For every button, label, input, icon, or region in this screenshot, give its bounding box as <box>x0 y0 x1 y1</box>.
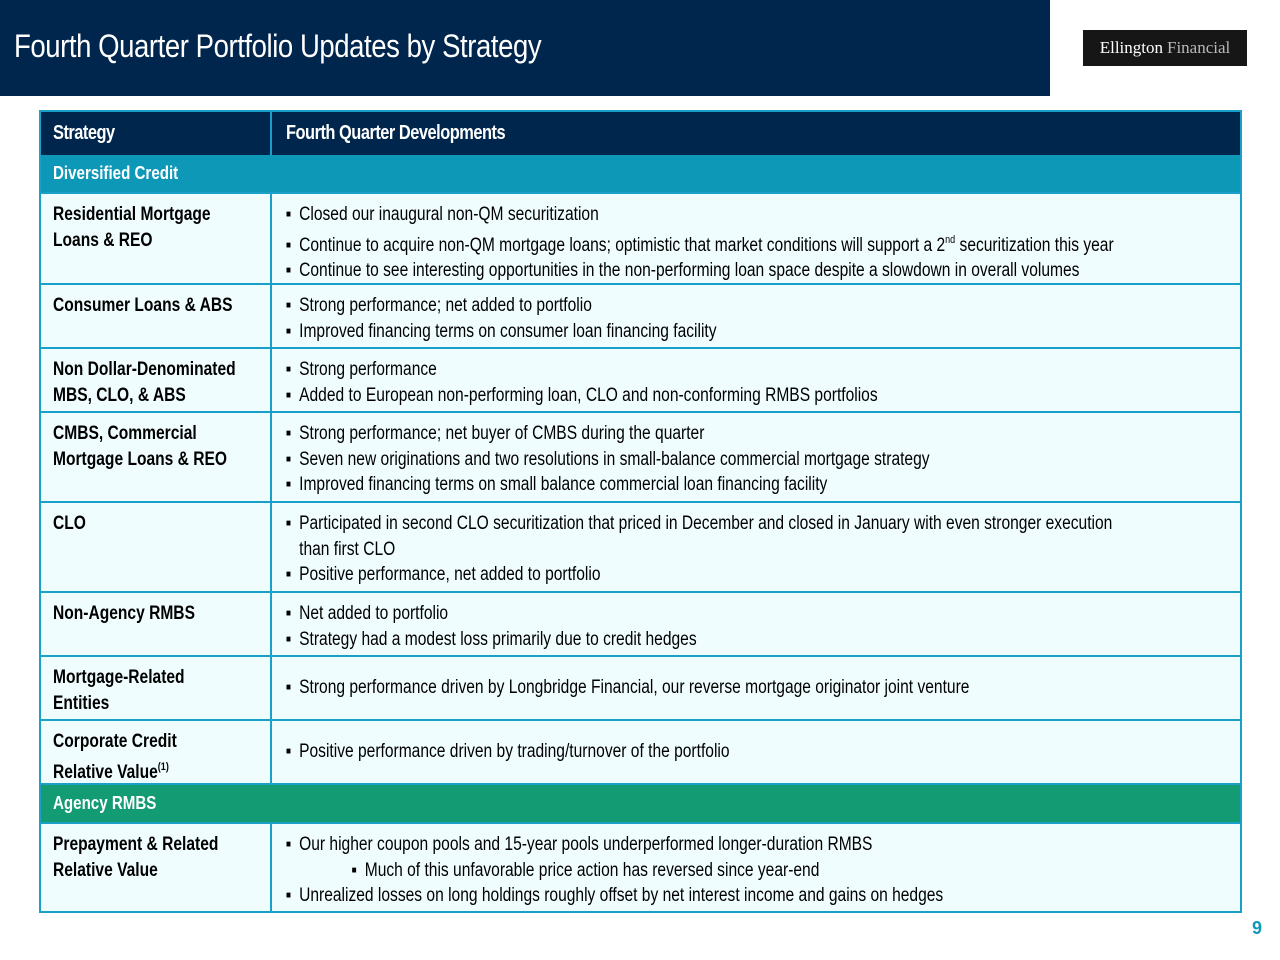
column-header-strategy: Strategy <box>53 122 115 144</box>
footnote-marker: (1) <box>157 760 169 773</box>
developments-list <box>272 721 1240 783</box>
bullet-item: ■ Added to European non-performing loan, CLO and non-conforming RMBS portfolios <box>286 384 878 406</box>
developments-list <box>272 657 1240 719</box>
bullet-continuation: than first CLO <box>299 538 396 560</box>
table-row <box>41 719 1240 783</box>
developments-list <box>272 349 1240 411</box>
section-header-agency-rmbs <box>41 783 1240 822</box>
bullet-item: ■ Strong performance <box>286 359 437 380</box>
strategy-name: Entities <box>53 692 110 714</box>
bullet-item: ■ Strong performance; net buyer of CMBS during the quarter <box>286 423 705 444</box>
section-label: Diversified Credit <box>53 163 179 183</box>
strategy-name: Loans & REO <box>53 229 153 251</box>
strategy-name: Corporate Credit <box>53 731 177 752</box>
bullet-item: ■ Continue to acquire non-QM mortgage loans; optimistic that market conditions will support a 2nd securitization this year <box>286 233 1114 256</box>
developments-list <box>272 413 1240 501</box>
page-number: 9 <box>1252 918 1263 938</box>
strategy-name: MBS, CLO, & ABS <box>53 384 186 406</box>
bullet-item: ■ Strong performance driven by Longbridge Financial, our reverse mortgage originator joint venture <box>286 677 970 699</box>
bullet-item: ■ Closed our inaugural non-QM securitization <box>286 204 599 225</box>
strategy-name: Mortgage-Related <box>53 667 185 688</box>
section-label: Agency RMBS <box>53 793 157 813</box>
bullet-item: ■ Strong performance; net added to portfolio <box>286 295 592 316</box>
table-row <box>41 655 1240 719</box>
strategy-name: Residential Mortgage <box>53 204 211 225</box>
strategy-name: Consumer Loans & ABS <box>53 295 233 316</box>
bullet-item: ■ Net added to portfolio <box>286 603 449 624</box>
company-logo <box>1083 30 1247 66</box>
table-row <box>41 347 1240 411</box>
logo-word-ellington: Ellington <box>1099 38 1163 57</box>
developments-list <box>272 503 1280 591</box>
strategy-name: Prepayment & Related <box>53 834 219 855</box>
strategy-name: Non Dollar-Denominated <box>53 359 236 380</box>
table-row <box>41 501 1240 591</box>
bullet-item: ■ Improved financing terms on consumer loan financing facility <box>286 320 717 342</box>
strategy-name: CLO <box>53 513 86 534</box>
table-row <box>41 192 1240 283</box>
bullet-item: ■ Positive performance, net added to portfolio <box>286 564 601 586</box>
bullet-item: ■ Improved financing terms on small balance commercial loan financing facility <box>286 474 828 496</box>
strategy-table <box>39 110 1242 913</box>
bullet-item: ■ Positive performance driven by trading/turnover of the portfolio <box>286 741 730 763</box>
developments-list <box>272 593 1240 655</box>
strategy-name: Mortgage Loans & REO <box>53 448 227 470</box>
section-header-diversified-credit <box>41 155 1240 192</box>
table-row <box>41 822 1240 911</box>
bullet-item: ■ Participated in second CLO securitization that priced in December and closed in January with even stronger execution <box>286 513 1113 534</box>
bullet-item: ■ Our higher coupon pools and 15-year pools underperformed longer-duration RMBS <box>286 834 873 855</box>
developments-list <box>272 194 1280 283</box>
page-title: Fourth Quarter Portfolio Updates by Strategy <box>14 28 542 64</box>
table-row <box>41 411 1240 501</box>
strategy-name: Non-Agency RMBS <box>53 603 195 624</box>
header-bar <box>0 0 1050 96</box>
developments-list <box>272 824 1240 911</box>
bullet-item: ■ Seven new originations and two resolutions in small-balance commercial mortgage strategy <box>286 448 930 470</box>
table-row <box>41 283 1240 347</box>
developments-list <box>272 285 1240 347</box>
strategy-name: Relative Value$^{(1)}$ <box>53 760 169 783</box>
column-header-developments: Fourth Quarter Developments <box>286 122 506 144</box>
logo-word-financial: Financial <box>1167 38 1231 57</box>
strategy-name: Relative Value <box>53 859 158 881</box>
table-row <box>41 591 1240 655</box>
sub-bullet-item: ■ Much of this unfavorable price action has reversed since year-end <box>351 859 820 881</box>
strategy-name: CMBS, Commercial <box>53 423 197 444</box>
table-header-row <box>41 112 1240 155</box>
bullet-item: ■ Strategy had a modest loss primarily due to credit hedges <box>286 628 697 650</box>
bullet-item: ■ Unrealized losses on long holdings roughly offset by net interest income and gains on hedges <box>286 885 944 907</box>
bullet-item: ■ Continue to see interesting opportunities in the non-performing loan space despite a slowdown in overall volumes <box>286 260 1080 282</box>
